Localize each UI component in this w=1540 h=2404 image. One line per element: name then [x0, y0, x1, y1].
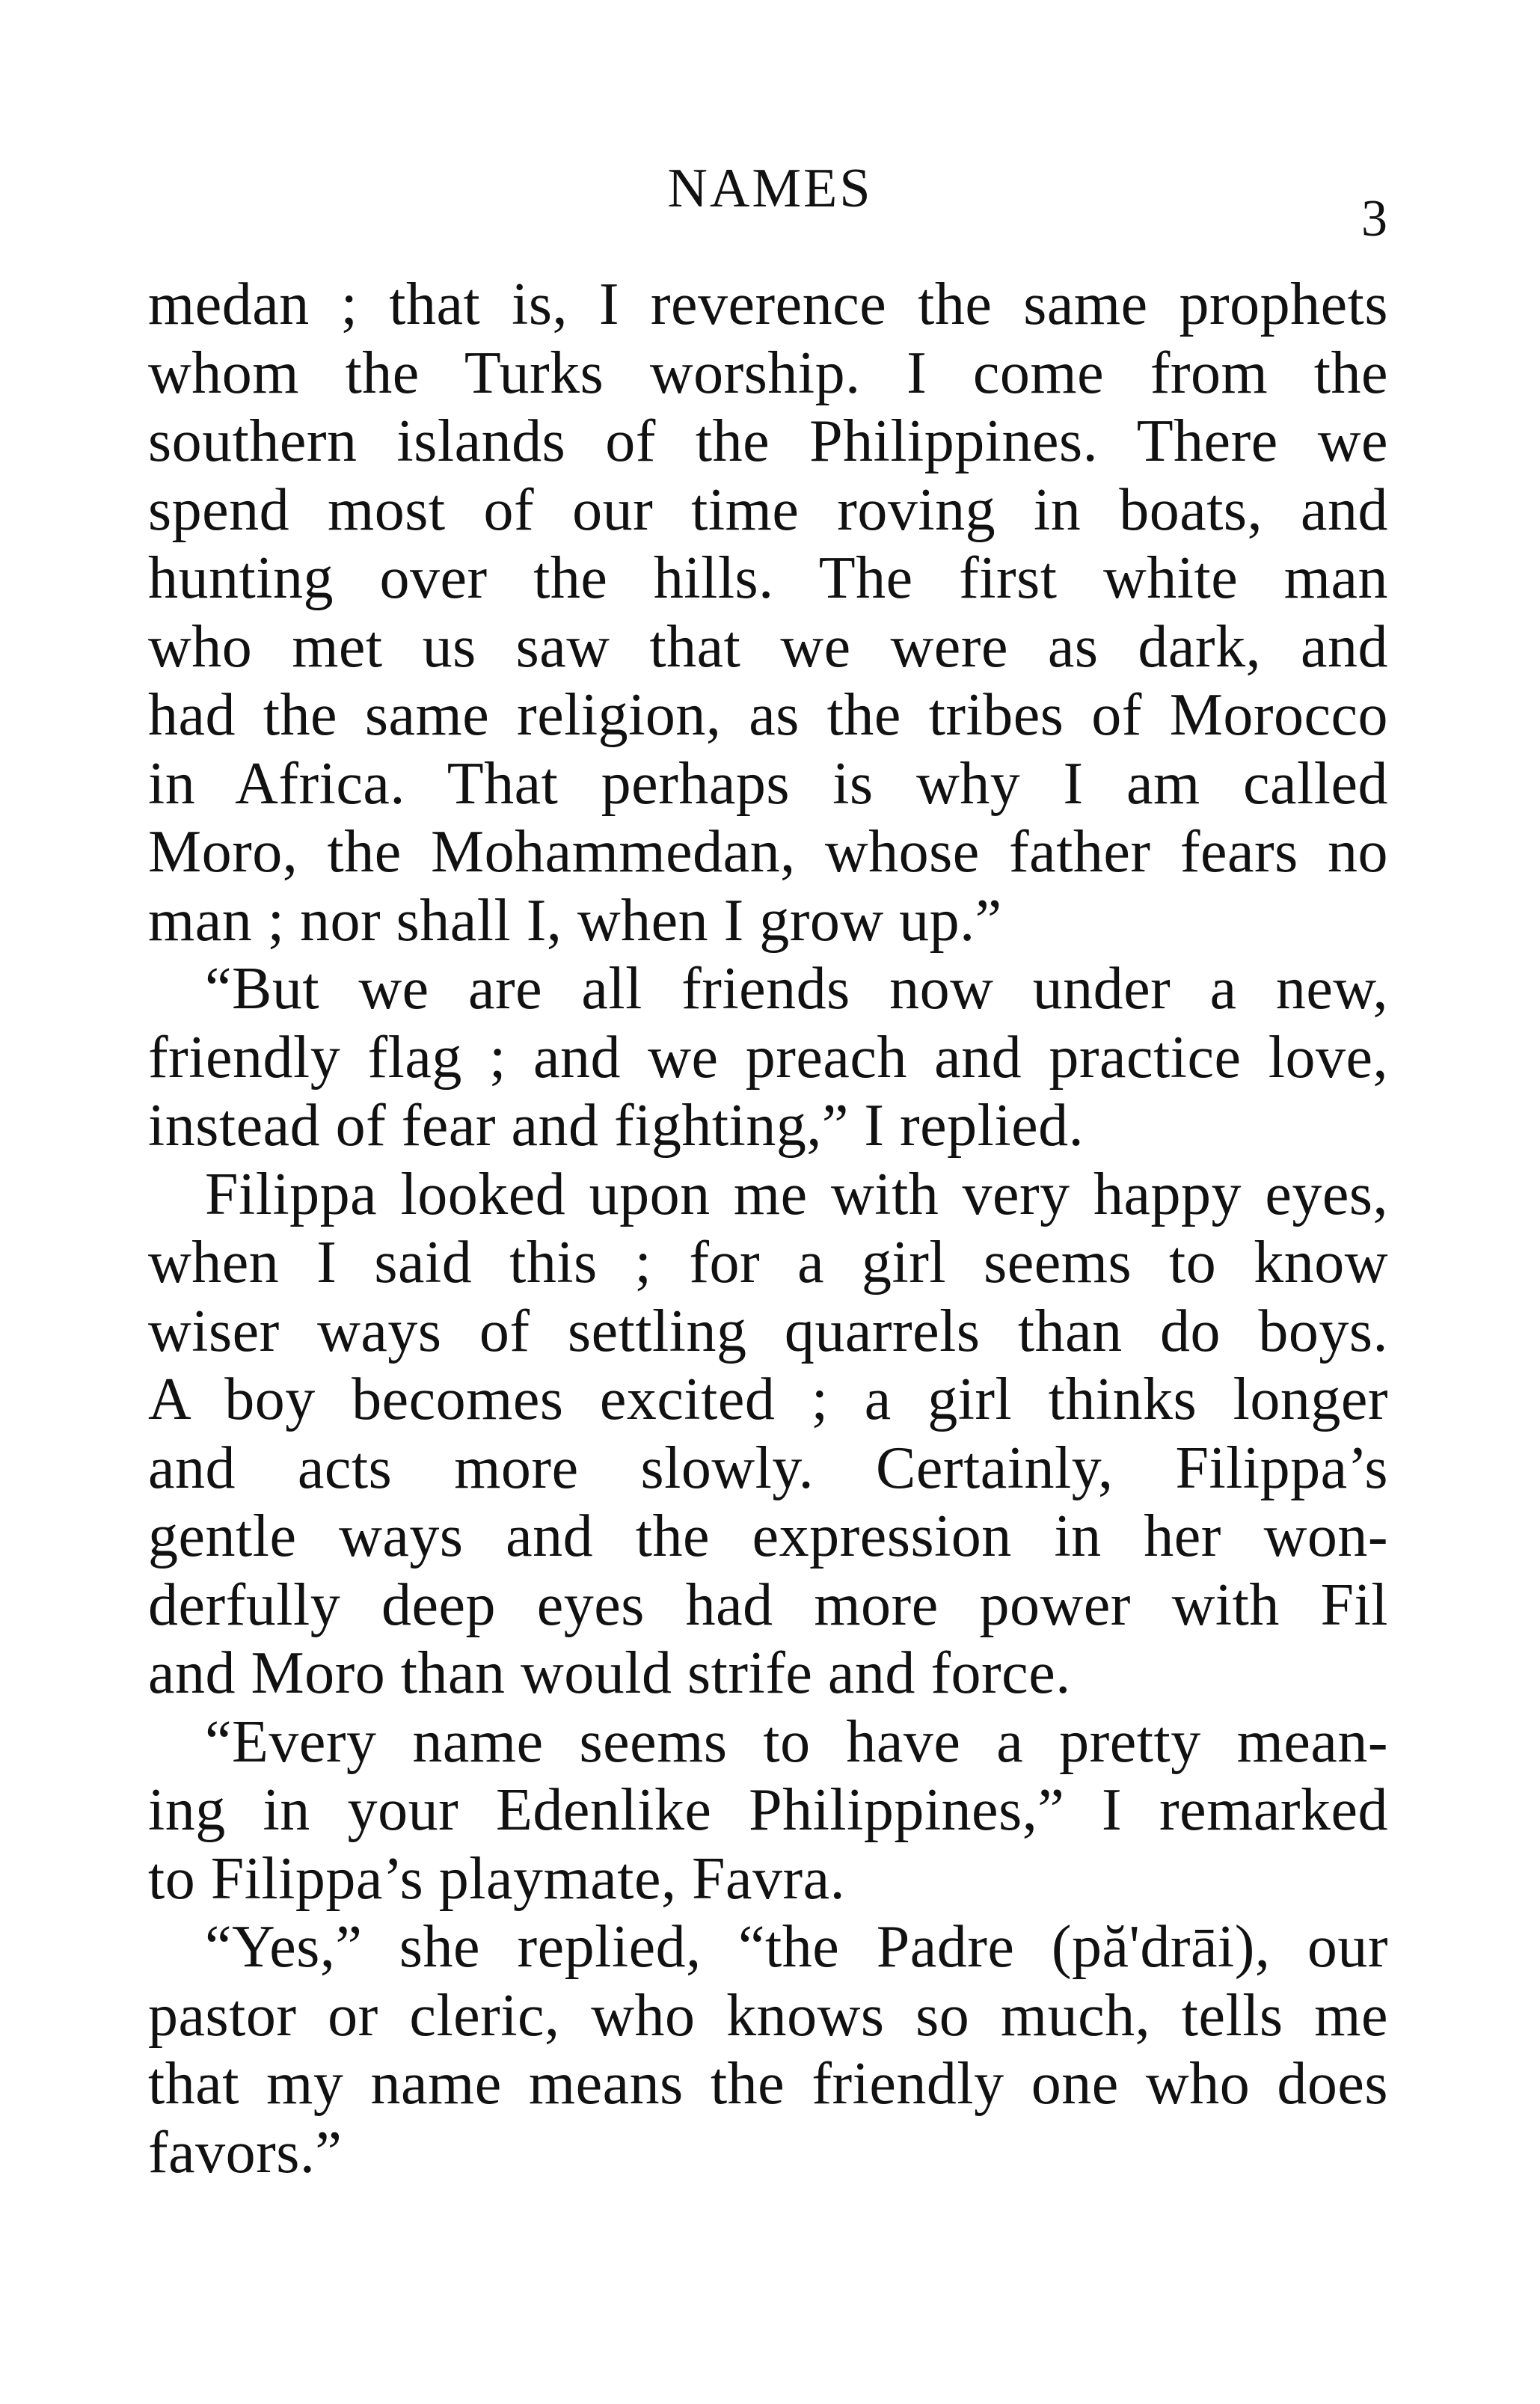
text-line: southern islands of the Philippines. There we — [148, 408, 1388, 474]
text-line: hunting over the hills. The first white man — [148, 545, 1388, 611]
text-line: ing in your Edenlike Philippines,” I remarked — [148, 1777, 1388, 1843]
text-line: A boy becomes excited ; a girl thinks longer — [148, 1367, 1388, 1432]
text-line: gentle ways and the expression in her won- — [148, 1503, 1388, 1569]
text-line: wiser ways of settling quarrels than do boys. — [148, 1298, 1388, 1364]
text-line: “But we are all friends now under a new, — [205, 956, 1388, 1022]
text-line: man ; nor shall I, when I grow up.” — [148, 887, 1002, 954]
paragraph — [148, 1161, 1388, 1708]
page-number: 3 — [1361, 190, 1387, 248]
text-line: Filippa looked upon me with very happy eyes, — [205, 1161, 1388, 1227]
text-line: friendly flag ; and we preach and practice love, — [148, 1024, 1388, 1091]
text-line: had the same religion, as the tribes of Morocco — [148, 682, 1388, 748]
text-line: when I said this ; for a girl seems to know — [148, 1230, 1388, 1295]
text-line: pastor or cleric, who knows so much, tells me — [148, 1982, 1388, 2049]
text-line: and Moro than would strife and force. — [148, 1640, 1071, 1706]
paragraph — [148, 1708, 1388, 1914]
text-line: to Filippa’s playmate, Favra. — [148, 1845, 846, 1912]
text-line: and acts more slowly. Certainly, Filippa’s — [148, 1435, 1388, 1501]
text-line: medan ; that is, I reverence the same prophets — [148, 272, 1388, 337]
text-line: who met us saw that we were as dark, and — [148, 613, 1388, 680]
text-line: derfully deep eyes had more power with Fil — [148, 1572, 1388, 1638]
paragraph — [148, 955, 1388, 1161]
running-head: NAMES — [667, 158, 873, 219]
text-line: Moro, the Mohammedan, whose father fears no — [148, 819, 1388, 885]
body-text — [148, 271, 1388, 2187]
text-line: that my name means the friendly one who does — [148, 2051, 1388, 2117]
text-line: in Africa. That perhaps is why I am called — [148, 750, 1388, 817]
text-line: “Yes,” she replied, “the Padre (pă'drāi), our — [205, 1914, 1388, 1980]
text-line: spend most of our time roving in boats, and — [148, 476, 1388, 543]
text-line: “Every name seems to have a pretty mean- — [205, 1708, 1388, 1775]
text-line: favors.” — [148, 2119, 343, 2186]
paragraph — [148, 1913, 1388, 2187]
paragraph — [148, 271, 1388, 955]
text-line: whom the Turks worship. I come from the — [148, 340, 1388, 406]
text-line: instead of fear and fighting,” I replied. — [148, 1093, 1085, 1159]
